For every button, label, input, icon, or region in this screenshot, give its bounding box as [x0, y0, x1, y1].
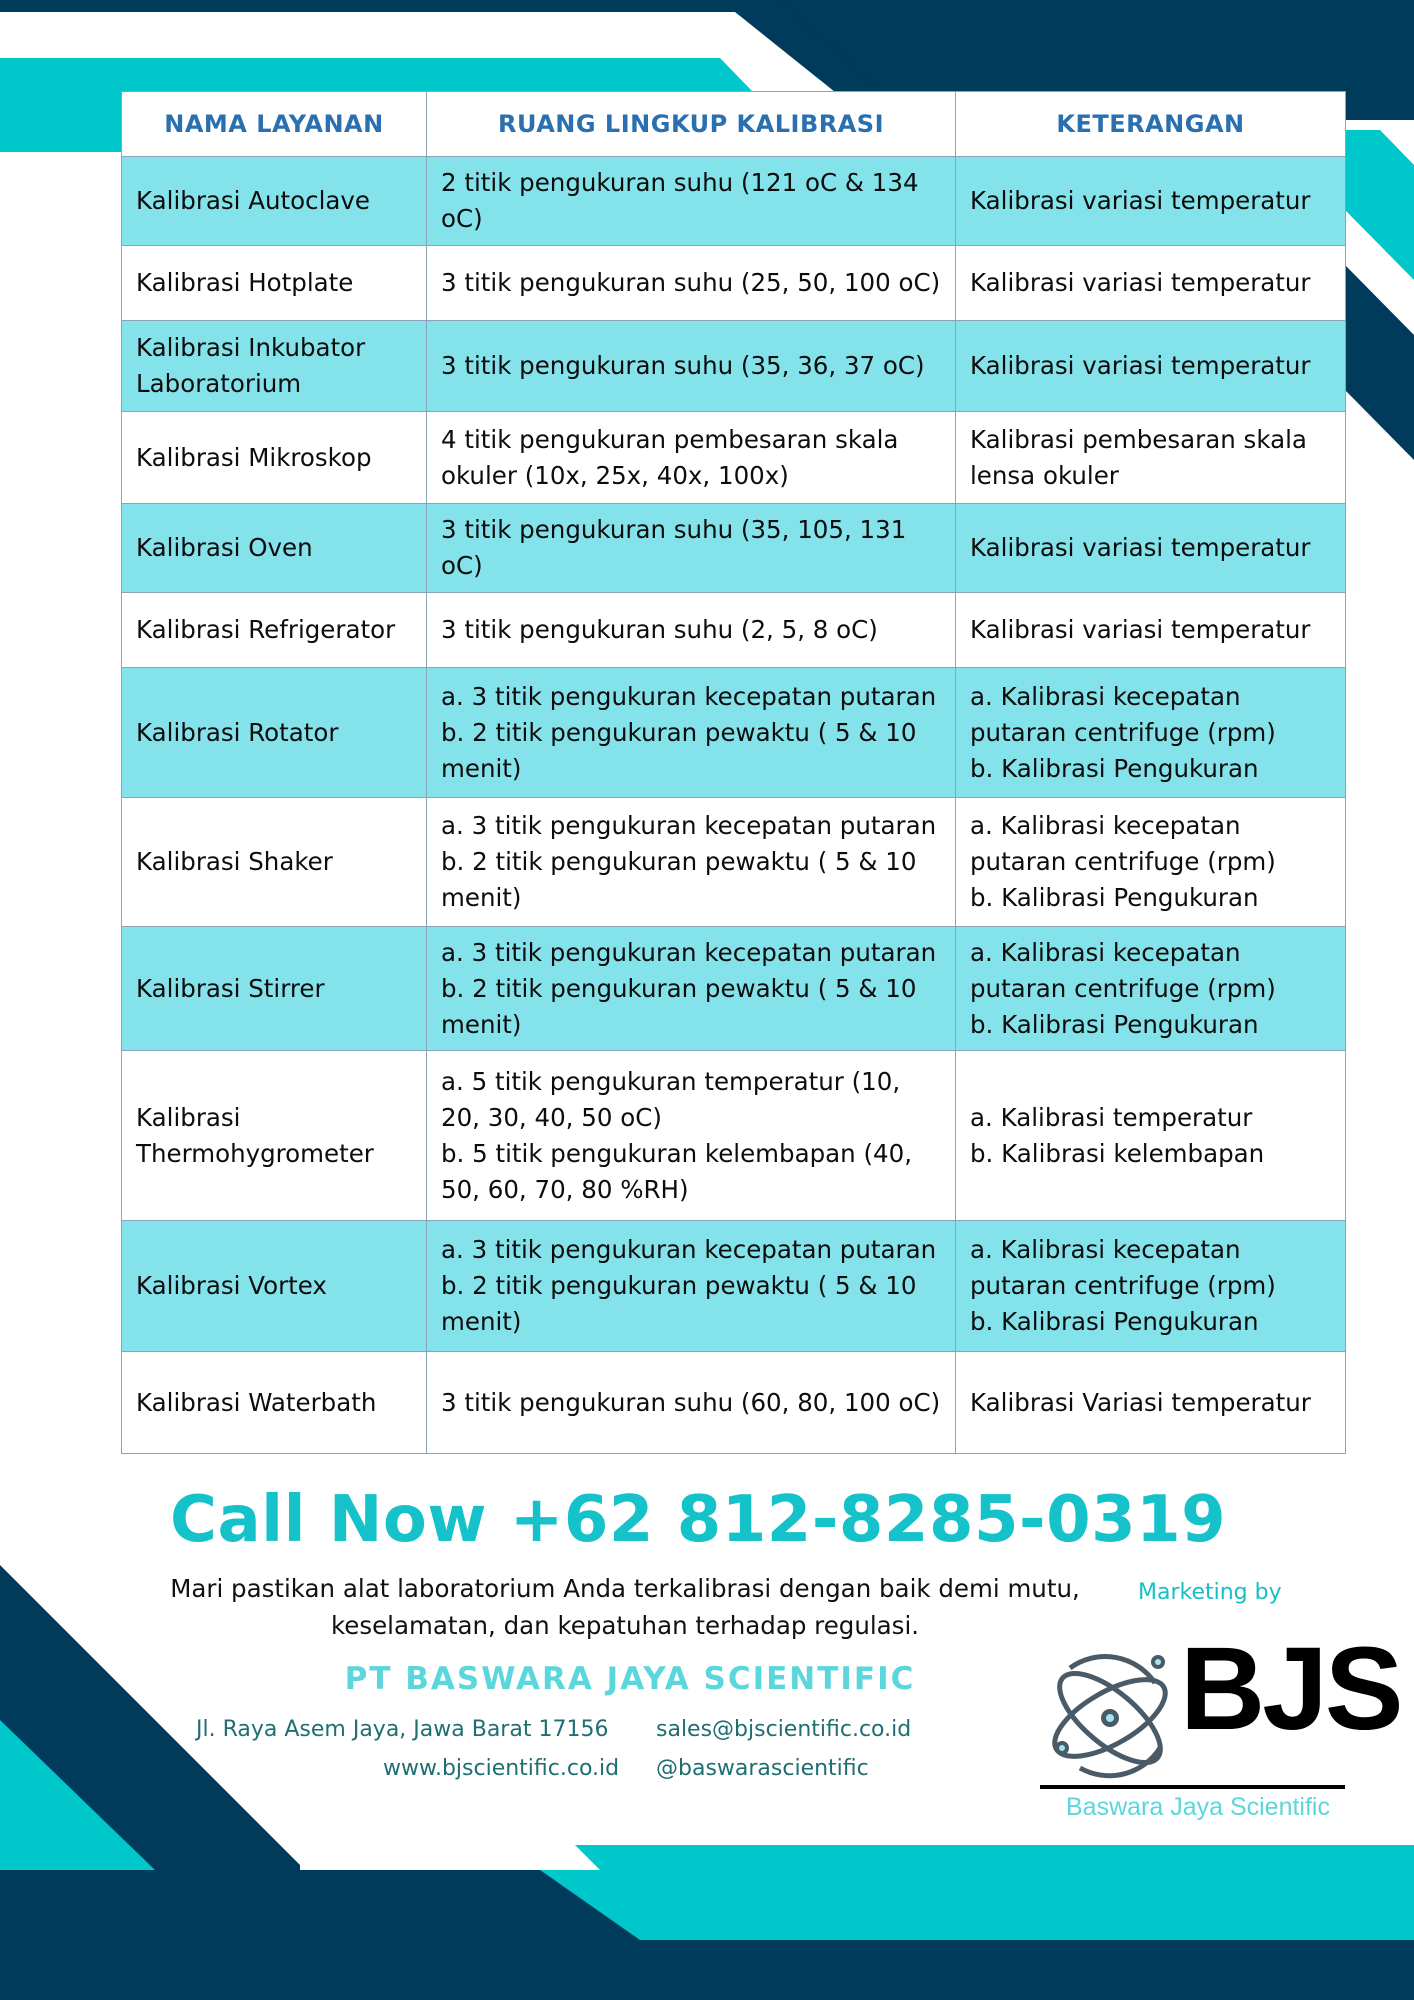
- service-name: Kalibrasi Inkubator Laboratorium: [122, 321, 427, 412]
- service-name: Kalibrasi Oven: [122, 504, 427, 593]
- table-row: [122, 927, 1346, 1051]
- service-name: Kalibrasi Rotator: [122, 668, 427, 798]
- table-row: [122, 1221, 1346, 1352]
- service-scope: 2 titik pengukuran suhu (121 oC & 134 oC): [427, 157, 956, 246]
- service-note: Kalibrasi pembesaran skala lensa okuler: [956, 412, 1346, 504]
- service-note: [956, 927, 1346, 1051]
- service-scope: 4 titik pengukuran pembesaran skala okuler (10x, 25x, 40x, 100x): [427, 412, 956, 504]
- table-row: [122, 157, 1346, 246]
- service-note: Kalibrasi variasi temperatur: [956, 504, 1346, 593]
- service-name: Kalibrasi Thermohygrometer: [122, 1051, 427, 1221]
- marketing-label: Marketing by: [1138, 1580, 1282, 1605]
- note-text: a. Kalibrasi kecepatan putaran centrifuge (rpm) b. Kalibrasi Pengukuran: [970, 1235, 1276, 1336]
- scope-text: a. 3 titik pengukuran kecepatan putaran b. 2 titik pengukuran pewaktu ( 5 & 10 menit): [441, 811, 937, 912]
- table-row: [122, 593, 1346, 668]
- service-scope: 3 titik pengukuran suhu (25, 50, 100 oC): [427, 246, 956, 321]
- service-name: Kalibrasi Mikroskop: [122, 412, 427, 504]
- service-scope: [427, 668, 956, 798]
- header-scope: RUANG LINGKUP KALIBRASI: [427, 92, 956, 157]
- table-row: [122, 668, 1346, 798]
- table-row: [122, 321, 1346, 412]
- service-note: [956, 798, 1346, 927]
- note-text: a. Kalibrasi kecepatan putaran centrifuge (rpm) b. Kalibrasi Pengukuran: [970, 681, 1276, 783]
- service-note: Kalibrasi variasi temperatur: [956, 246, 1346, 321]
- scope-text: a. 5 titik pengukuran temperatur (10, 20, 30, 40, 50 oC) b. 5 titik pengukuran kelembapan (40, 50, 60, 70, 80 %RH): [441, 1066, 913, 1204]
- service-scope: [427, 1051, 956, 1221]
- service-name: Kalibrasi Vortex: [122, 1221, 427, 1352]
- table-row: [122, 246, 1346, 321]
- service-scope: 3 titik pengukuran suhu (35, 105, 131 oC): [427, 504, 956, 593]
- call-now-phone[interactable]: Call Now +62 812-8285-0319: [170, 1483, 1227, 1557]
- table-row: [122, 1051, 1346, 1221]
- calibration-services-table: [121, 91, 1346, 1454]
- company-social[interactable]: @baswarascientific: [656, 1756, 869, 1781]
- service-note: a. Kalibrasi temperatur b. Kalibrasi kelembapan: [956, 1051, 1346, 1221]
- service-note: Kalibrasi variasi temperatur: [956, 593, 1346, 668]
- service-name: Kalibrasi Hotplate: [122, 246, 427, 321]
- logo-text: BJS: [1180, 1623, 1401, 1755]
- service-scope: [427, 927, 956, 1051]
- table-row: [122, 1352, 1346, 1454]
- service-scope: 3 titik pengukuran suhu (35, 36, 37 oC): [427, 321, 956, 412]
- company-email[interactable]: sales@bjscientific.co.id: [656, 1717, 912, 1742]
- note-text: a. Kalibrasi kecepatan putaran centrifuge (rpm) b. Kalibrasi Pengukuran: [970, 937, 1276, 1039]
- service-name: Kalibrasi Shaker: [122, 798, 427, 927]
- service-name: Kalibrasi Refrigerator: [122, 593, 427, 668]
- table-header-row: [122, 92, 1346, 157]
- service-scope: 3 titik pengukuran suhu (60, 80, 100 oC): [427, 1352, 956, 1454]
- header-notes: KETERANGAN: [956, 92, 1346, 157]
- service-note: [956, 1221, 1346, 1352]
- service-note: Kalibrasi Variasi temperatur: [956, 1352, 1346, 1454]
- tagline: Mari pastikan alat laboratorium Anda terkalibrasi dengan baik demi mutu, keselamatan, dan kepatuhan terhadap regulasi.: [170, 1574, 1080, 1640]
- scope-text: a. 3 titik pengukuran kecepatan putaran b. 2 titik pengukuran pewaktu ( 5 & 10 menit): [441, 1235, 937, 1336]
- service-note: Kalibrasi variasi temperatur: [956, 321, 1346, 412]
- scope-text: a. 3 titik pengukuran kecepatan putaran b. 2 titik pengukuran pewaktu ( 5 & 10 menit): [441, 937, 937, 1039]
- service-note: [956, 668, 1346, 798]
- header-service-name: NAMA LAYANAN: [122, 92, 427, 157]
- table-row: [122, 798, 1346, 927]
- company-address: Jl. Raya Asem Jaya, Jawa Barat 17156: [196, 1717, 609, 1742]
- table-row: [122, 504, 1346, 593]
- service-note: Kalibrasi variasi temperatur: [956, 157, 1346, 246]
- service-scope: [427, 1221, 956, 1352]
- note-text: a. Kalibrasi kecepatan putaran centrifuge (rpm) b. Kalibrasi Pengukuran: [970, 811, 1276, 912]
- logo-subtitle: Baswara Jaya Scientific: [1065, 1793, 1330, 1821]
- company-name: PT BASWARA JAYA SCIENTIFIC: [344, 1661, 916, 1697]
- service-name: Kalibrasi Stirrer: [122, 927, 427, 1051]
- scope-text: a. 3 titik pengukuran kecepatan putaran b. 2 titik pengukuran pewaktu ( 5 & 10 menit): [441, 681, 937, 783]
- table-row: [122, 412, 1346, 504]
- company-website[interactable]: www.bjscientific.co.id: [383, 1756, 620, 1781]
- service-scope: [427, 798, 956, 927]
- service-name: Kalibrasi Autoclave: [122, 157, 427, 246]
- service-name: Kalibrasi Waterbath: [122, 1352, 427, 1454]
- service-scope: 3 titik pengukuran suhu (2, 5, 8 oC): [427, 593, 956, 668]
